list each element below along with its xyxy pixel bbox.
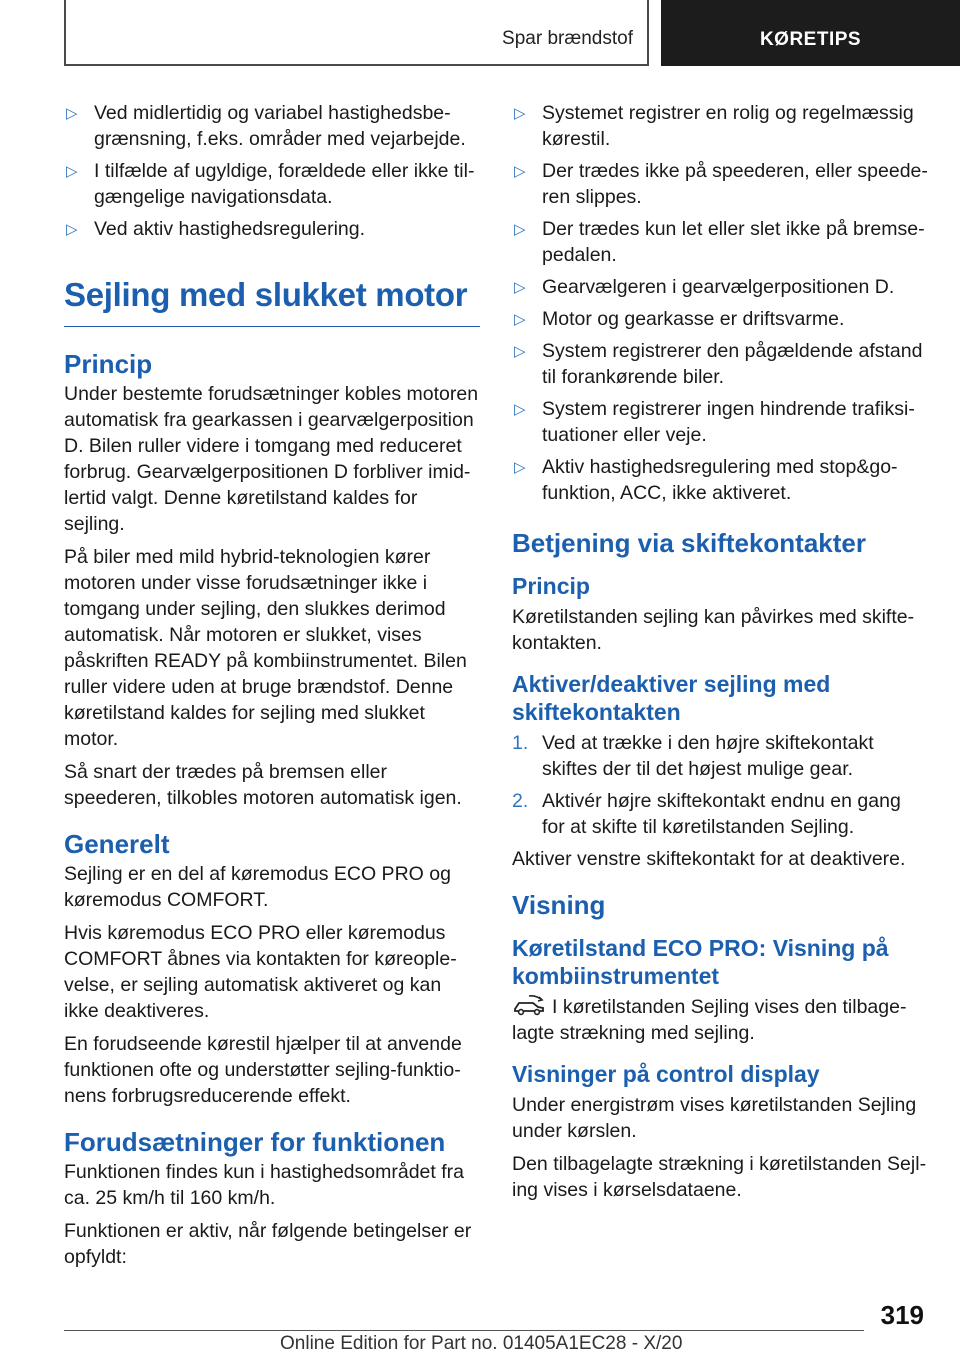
triangle-right-icon: ▷ xyxy=(66,221,78,238)
list-item: ▷ Der trædes ikke på speederen, eller speederen slippes. xyxy=(514,160,928,208)
list-item: 1. Ved at trække i den højre skiftekontakt skiftes der til det højest mulige gear. xyxy=(512,732,874,780)
paragraph: Funktionen er aktiv, når følgende betingelser er opfyldt: xyxy=(64,1220,472,1268)
paragraph: Funktionen findes kun i hastighedsområdet fra ca. 25 km/h til 160 km/h. xyxy=(64,1161,464,1209)
list-item: ▷ Motor og gearkasse er driftsvarme. xyxy=(512,306,928,332)
list-item: ▷ Aktiv hastighedsregulering med stop&go-funktion, ACC, ikke aktiveret. xyxy=(514,456,898,504)
paragraph: Sejling er en del af køremodus ECO PRO og køremodus COMFORT. xyxy=(64,863,451,911)
page-number: 319 xyxy=(880,1300,924,1330)
page-header xyxy=(64,0,960,66)
list-item: ▷ Der trædes kun let eller slet ikke på bremsepedalen. xyxy=(514,218,925,266)
paragraph: Den tilbagelagte strækning i køretilstanden Sejling vises i kørselsdataene. xyxy=(512,1153,927,1201)
triangle-right-icon: ▷ xyxy=(66,163,78,180)
header-chapter-label: KØRETIPS xyxy=(759,29,862,50)
chapter-title: Sejling med slukket motor xyxy=(64,276,480,327)
shift-paddles-heading: Betjening via skiftekontakter xyxy=(512,528,866,558)
header-chapter-tab xyxy=(661,0,960,66)
shift-principle-heading: Princip xyxy=(512,573,590,599)
paragraph: En forudseende kørestil hjælper til at anvende funktionen ofte og understøtter sejling-funktionens forbrugsreducerende effekt. xyxy=(64,1033,462,1107)
list-item: ▷ Systemet registrer en rolig og regelmæssig kørestil. xyxy=(514,102,914,150)
list-item: ▷ Ved aktiv hastighedsregulering. xyxy=(64,216,480,242)
right-column xyxy=(512,100,928,1210)
triangle-right-icon: ▷ xyxy=(514,311,526,328)
activate-heading: Aktiver/deaktiver sejling med skiftekontakten xyxy=(512,671,831,725)
paragraph: Under energistrøm vises køretilstanden Sejling under kørslen. xyxy=(512,1094,917,1142)
footer-edition: Online Edition for Part no. 01405A1EC28 - X/20 xyxy=(280,1333,683,1354)
triangle-right-icon: ▷ xyxy=(514,105,526,122)
list-item: ▷ I tilfælde af ugyldige, forældede eller ikke tilgængelige navigationsdata. xyxy=(66,160,475,208)
triangle-right-icon: ▷ xyxy=(514,221,526,238)
triangle-right-icon: ▷ xyxy=(514,163,526,180)
list-item: 2. Aktivér højre skiftekontakt endnu en gang for at skifte til køretilstanden Sejling. xyxy=(512,790,901,838)
list-item: ▷ System registrerer ingen hindrende trafiksituationer eller veje. xyxy=(514,398,915,446)
list-item: ▷ System registrerer den pågældende afstand til forankørende biler. xyxy=(514,340,923,388)
paragraph: I køretilstanden Sejling vises den tilbagelagte strækning med sejling. xyxy=(512,996,907,1044)
paragraph: På biler med mild hybrid-teknologien kører motoren under visse forudsætninger ikke i tomgang under sejling, den slukkes derimod automatisk. Når motoren er slukket, vises påskriften READY på kombiinstrumentet. Bilen ruller videre uden at bruge brændstof. Denne køretilstand kaldes for sejling med slukket motor. xyxy=(64,546,467,750)
footer-divider xyxy=(64,1330,864,1331)
eco-pro-heading: Køretilstand ECO PRO: Visning på kombiinstrumentet xyxy=(512,935,889,989)
paragraph: Aktiver venstre skiftekontakt for at deaktivere. xyxy=(512,848,906,870)
step-list xyxy=(512,730,928,840)
header-section-box xyxy=(64,0,649,66)
header-section-title: Spar brændstof xyxy=(502,28,633,49)
paragraph: Hvis køremodus ECO PRO eller køremodus COMFORT åbnes via kontakten for køreoplevelse, er sejling automatisk aktiveret og kan ikke deaktiveres. xyxy=(64,922,457,1022)
condition-list-top xyxy=(64,100,480,242)
triangle-right-icon: ▷ xyxy=(514,343,526,360)
paragraph: Så snart der trædes på bremsen eller speederen, tilkobles motoren automatisk igen. xyxy=(64,761,462,809)
display-heading: Visning xyxy=(512,890,606,920)
paragraph: Under bestemte forudsætninger kobles motoren automatisk fra gearkassen i gearvælgerposition D. Bilen ruller videre i tomgang med reduceret forbrug. Gearvælgerpositionen D forbliver imidlertid valgt. Denne køretilstand kaldes for sejling. xyxy=(64,383,479,535)
triangle-right-icon: ▷ xyxy=(514,279,526,296)
coasting-car-icon xyxy=(512,994,546,1016)
principle-heading: Princip xyxy=(64,349,153,379)
condition-list xyxy=(512,100,928,506)
triangle-right-icon: ▷ xyxy=(514,459,526,476)
triangle-right-icon: ▷ xyxy=(66,105,78,122)
list-item: ▷ Ved midlertidig og variabel hastighedsbegrænsning, f.eks. områder med vejarbejde. xyxy=(66,102,466,150)
left-column xyxy=(64,100,480,1277)
paragraph: Køretilstanden sejling kan påvirkes med skiftekontakten. xyxy=(512,606,915,654)
general-heading: Generelt xyxy=(64,829,170,859)
triangle-right-icon: ▷ xyxy=(514,401,526,418)
control-display-heading: Visninger på control display xyxy=(512,1061,820,1087)
list-item: ▷ Gearvælgeren i gearvælgerpositionen D. xyxy=(512,274,928,300)
requirements-heading: Forudsætninger for funktionen xyxy=(64,1127,446,1157)
